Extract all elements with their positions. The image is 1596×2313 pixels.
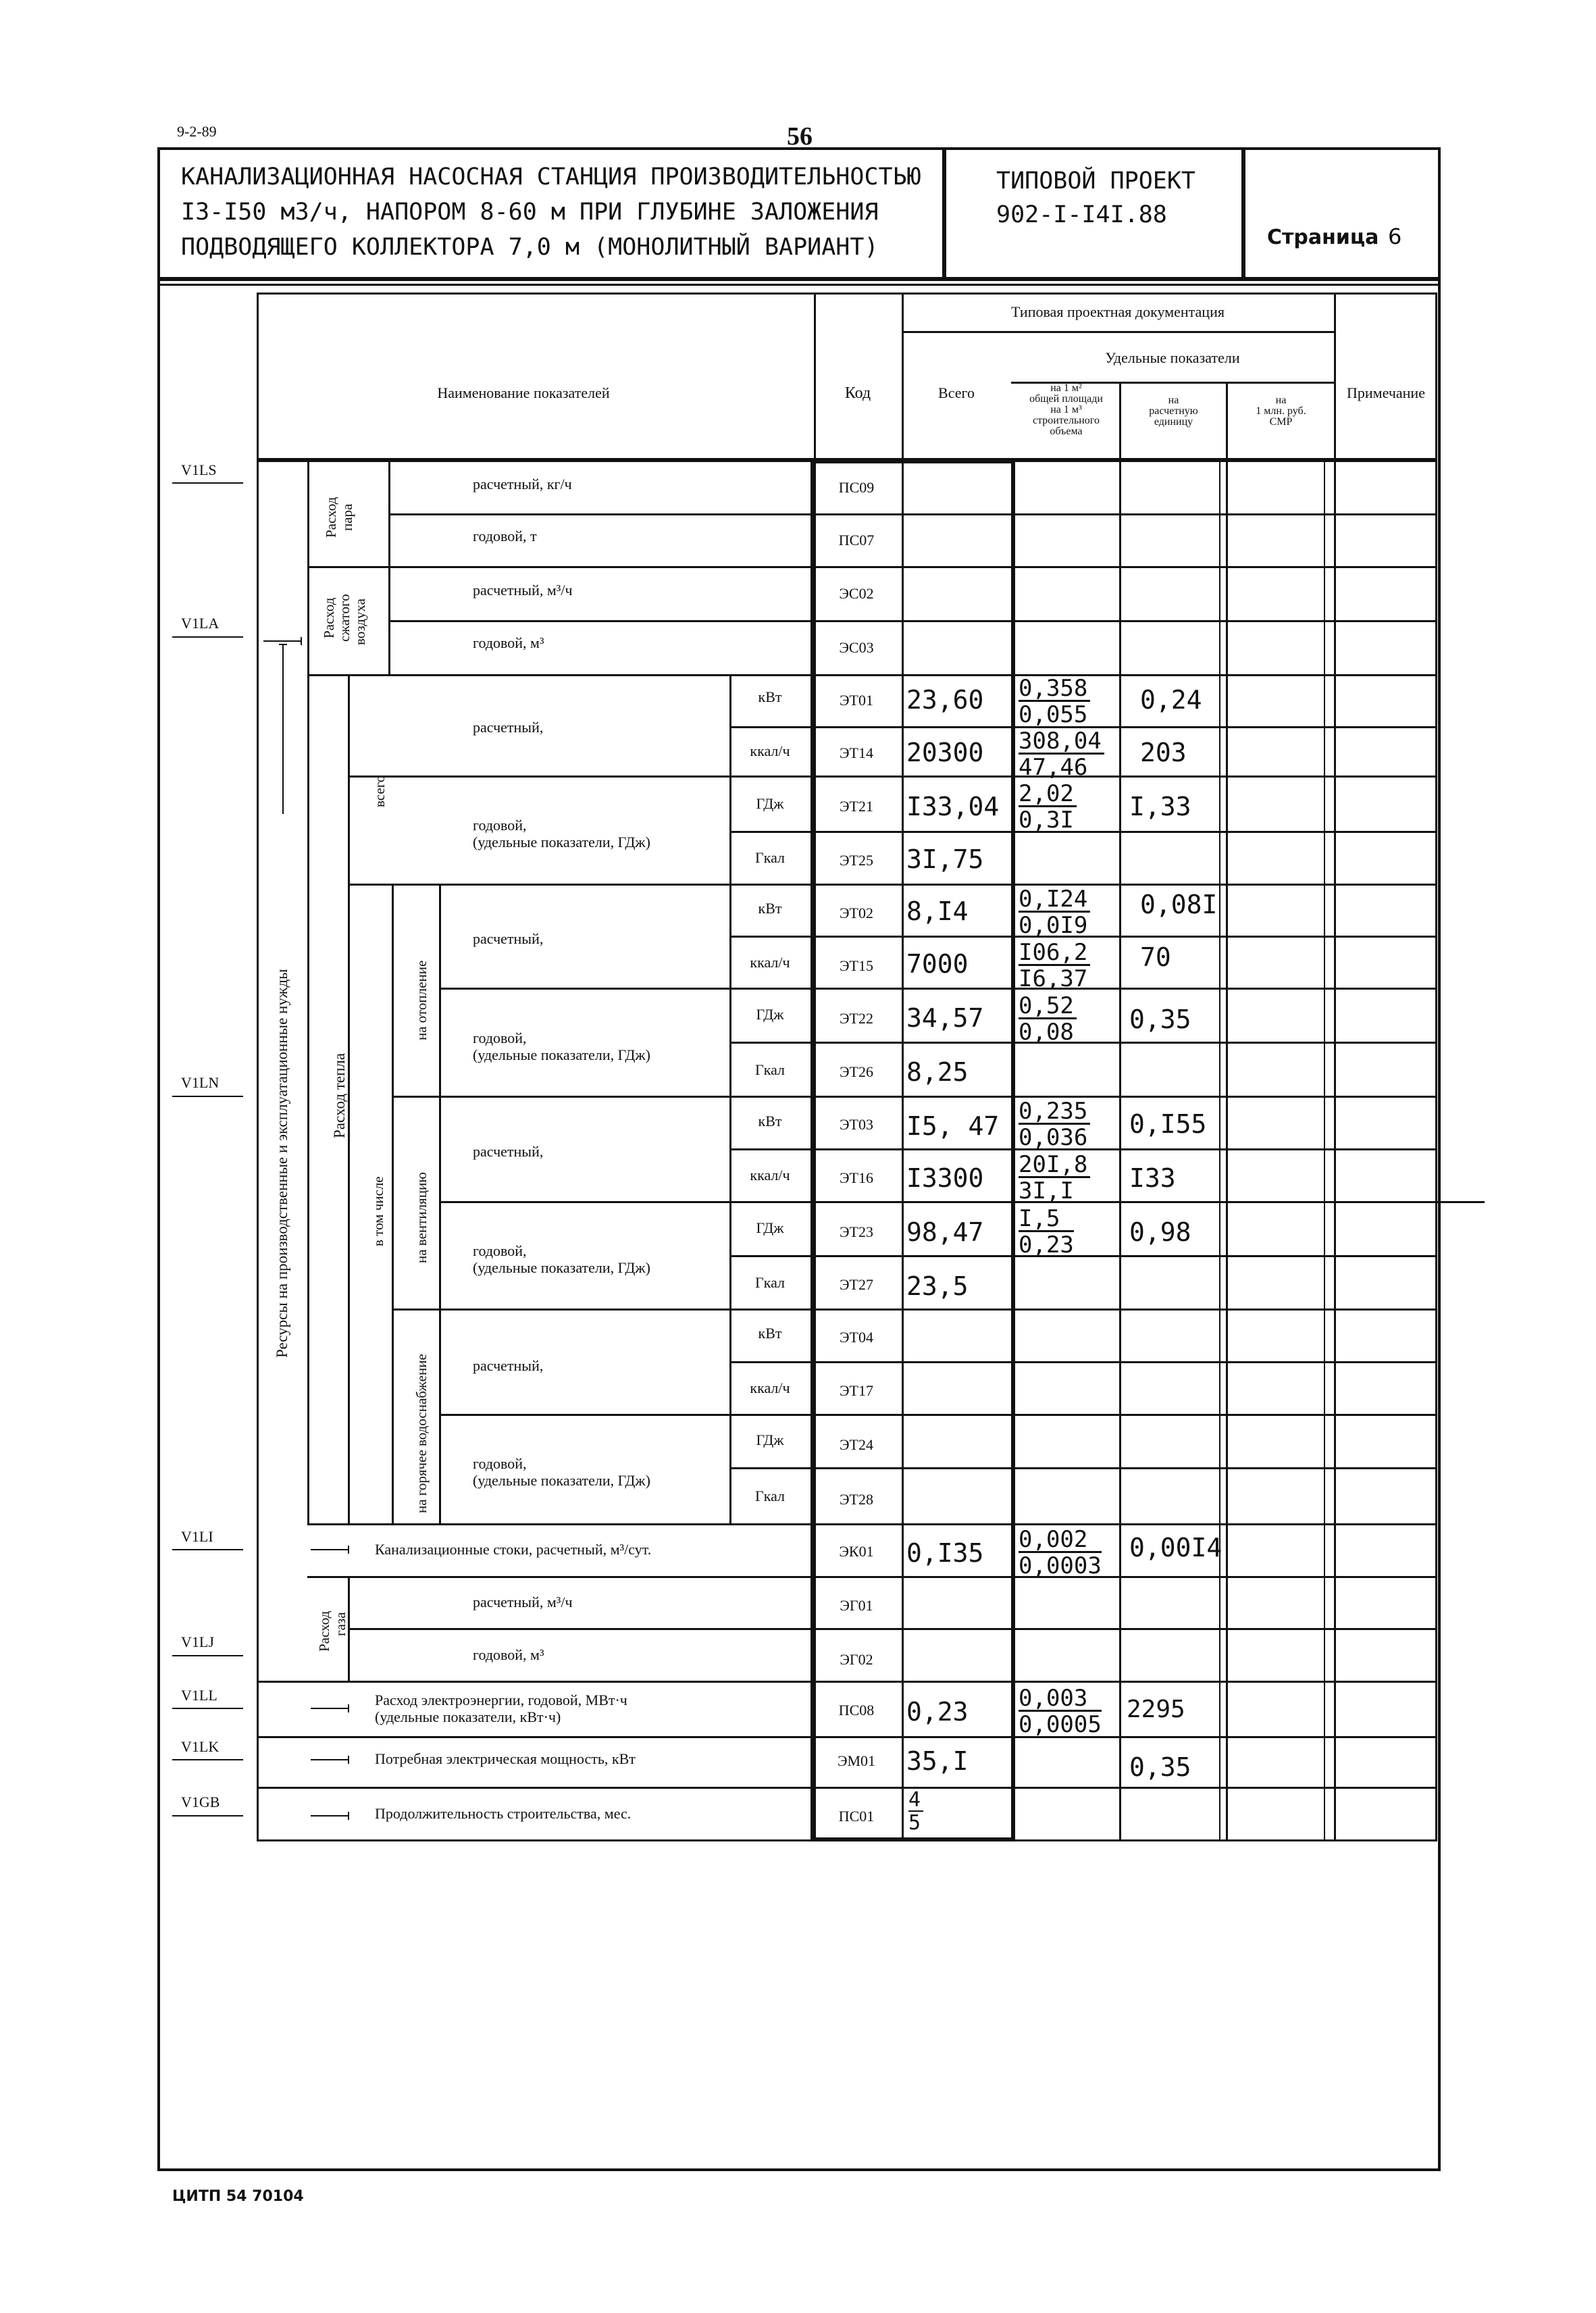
arrow-icon: [311, 1708, 348, 1709]
row-name: расчетный,: [473, 1357, 544, 1374]
row-name: (удельные показатели, ГДж): [473, 1259, 650, 1276]
spec1-fraction: $\frac{0,52}{0,08}$: [1019, 994, 1077, 1044]
margin-code-v1la: V1LA: [181, 615, 220, 632]
gas-label-1: Расход: [316, 1610, 332, 1652]
air-label-2: сжатого: [336, 594, 353, 642]
spec1-fraction: $\frac{I06,2}{I6,37}$: [1019, 941, 1090, 990]
row-name: (удельные показатели, ГДж): [473, 1472, 650, 1489]
row-code: ЭС03: [839, 639, 874, 656]
margin-code-v1lj: V1LJ: [181, 1633, 214, 1650]
page-value: 6: [1388, 224, 1402, 249]
title-line-1: КАНАЛИЗАЦИОННАЯ НАСОСНАЯ СТАНЦИЯ ПРОИЗВОДИТЕЛЬНОСТЬЮ: [181, 163, 921, 190]
row-code: ЭМ01: [837, 1752, 876, 1769]
spec1-fraction: $\frac{0,235}{0,036}$: [1019, 1100, 1090, 1149]
margin-code-v1ll: V1LL: [181, 1687, 217, 1704]
spec1-header: на 1 м² общей площади на 1 м³ строительного объема: [1029, 382, 1103, 437]
row-code: ЭК01: [839, 1543, 874, 1560]
row-name: Продолжительность строительства, мес.: [375, 1805, 632, 1822]
doc-group-header: Типовая проектная документация: [1011, 303, 1225, 320]
row-code: ЭТ17: [840, 1382, 873, 1399]
spec1-fraction: $\frac{308,04}{47,46}$: [1019, 730, 1104, 779]
unit: кВт: [758, 900, 782, 917]
unit: Гкал: [754, 1488, 786, 1504]
air-label-1: Расход: [321, 597, 337, 638]
spec2-value: 0,I55: [1129, 1109, 1207, 1139]
spec1-fraction: $\frac{0,I24}{0,0I9}$: [1019, 888, 1090, 937]
row-name: годовой,: [473, 1030, 527, 1046]
unit: ГДж: [756, 795, 784, 812]
row-name: (удельные показатели, кВт·ч): [375, 1708, 561, 1725]
total-value: I3300: [906, 1163, 984, 1193]
row-name: Канализационные стоки, расчетный, м³/сут.: [375, 1541, 652, 1558]
row-name: годовой, м³: [473, 1646, 544, 1663]
spec2-value: 0,00I4: [1129, 1533, 1222, 1562]
arrow-icon: [263, 640, 301, 642]
hot-water-label: на горячее водоснабжение: [413, 1354, 430, 1513]
unit: ккал/ч: [750, 742, 790, 759]
title-line-3: ПОДВОДЯЩЕГО КОЛЛЕКТОРА 7,0 м (МОНОЛИТНЫЙ ВАРИАНТ): [181, 234, 879, 261]
page-number: 56: [787, 122, 813, 151]
total-value: 0,I35: [906, 1538, 984, 1568]
total-value: 7000: [906, 949, 969, 979]
unit: ГДж: [756, 1219, 784, 1236]
project-label: ТИПОВОЙ ПРОЕКТ: [996, 168, 1196, 195]
spec1-fraction: $\frac{0,003}{0,0005}$: [1019, 1685, 1102, 1738]
unit: ГДж: [756, 1006, 784, 1023]
row-name: годовой, т: [473, 528, 537, 544]
row-code: ЭТ24: [840, 1436, 873, 1453]
row-code: ЭТ27: [840, 1276, 873, 1293]
unit: ккал/ч: [750, 954, 790, 971]
row-code: ЭТ23: [840, 1223, 873, 1240]
ventilation-label: на вентиляцию: [413, 1172, 430, 1263]
name-col-header: Наименование показателей: [437, 384, 610, 401]
unit: Гкал: [754, 1061, 786, 1078]
unit: Гкал: [754, 849, 786, 866]
spec2-value: 0,08I: [1140, 890, 1218, 919]
notes-col-header: Примечание: [1347, 384, 1425, 401]
spec2-value: 0,35: [1129, 1752, 1191, 1782]
row-name: расчетный, м³/ч: [473, 582, 573, 599]
margin-code-v1gb: V1GB: [181, 1794, 220, 1810]
specific-group-header: Удельные показатели: [1105, 349, 1240, 366]
total-col-header: Всего: [938, 384, 975, 401]
row-code: ПС08: [838, 1702, 875, 1719]
spec3-header: на 1 млн. руб. СМР: [1256, 395, 1306, 428]
spec1-fraction: $\frac{2,02}{0,3I}$: [1019, 782, 1077, 832]
margin-code-v1lk: V1LK: [181, 1738, 220, 1755]
spec1-fraction: $\frac{0,002}{0,0003}$: [1019, 1526, 1102, 1579]
margin-code-v1li: V1LI: [181, 1528, 213, 1545]
row-name: годовой,: [473, 1455, 527, 1472]
arrow-icon: [311, 1815, 348, 1816]
duration-fraction: $\frac{4}{5}$: [908, 1790, 923, 1833]
unit: Гкал: [754, 1274, 786, 1291]
heating-label: на отопление: [413, 960, 430, 1040]
margin-code-v1ln: V1LN: [181, 1074, 220, 1091]
spec1-fraction: $\frac{20I,8}{3I,I}$: [1019, 1153, 1090, 1202]
row-name: расчетный, м³/ч: [473, 1594, 573, 1610]
series-label: 9-2-89: [177, 123, 217, 140]
total-value: 23,5: [906, 1271, 969, 1301]
unit: кВт: [758, 1325, 782, 1342]
row-name: расчетный,: [473, 1143, 544, 1160]
spec2-value: 0,24: [1140, 685, 1202, 715]
row-code: ЭС02: [839, 585, 874, 602]
row-code: ПС01: [838, 1808, 875, 1825]
row-code: ЭТ21: [840, 798, 873, 815]
spec2-value: 2295: [1127, 1696, 1185, 1723]
arrow-icon: [311, 1759, 348, 1760]
unit: кВт: [758, 688, 782, 705]
row-code: ЭТ15: [840, 957, 873, 974]
row-name: годовой,: [473, 1242, 527, 1259]
row-code: ЭТ26: [840, 1063, 873, 1080]
unit: ГДж: [756, 1431, 784, 1448]
footer-stamp: ЦИТП 54 70104: [172, 2188, 304, 2205]
total-value: 8,I4: [906, 896, 969, 926]
row-code: ЭТ04: [840, 1329, 873, 1346]
total-value: I33,04: [906, 792, 1000, 821]
row-code: ПС07: [838, 532, 875, 549]
page-label: Страница: [1267, 226, 1379, 249]
total-value: I5, 47: [906, 1111, 1000, 1141]
air-label-3: воздуха: [352, 599, 368, 645]
row-name: годовой,: [473, 817, 527, 834]
unit: ккал/ч: [750, 1167, 790, 1184]
spec2-value: 0,98: [1129, 1217, 1191, 1247]
gas-label-2: газа: [332, 1612, 349, 1636]
total-value: 8,25: [906, 1057, 969, 1087]
row-code: ЭГ02: [840, 1651, 873, 1668]
row-name: расчетный,: [473, 719, 544, 736]
spec1-fraction: $\frac{I,5}{0,23}$: [1019, 1205, 1074, 1259]
row-name: Расход электроэнергии, годовой, МВт·ч: [375, 1692, 627, 1708]
spec2-value: 0,35: [1129, 1005, 1191, 1034]
margin-code-v1ls: V1LS: [181, 461, 217, 478]
row-code: ЭТ16: [840, 1169, 873, 1186]
row-code: ЭТ22: [840, 1010, 873, 1027]
row-code: ПС09: [838, 479, 875, 496]
row-code: ЭГ01: [840, 1597, 873, 1614]
row-name: (удельные показатели, ГДж): [473, 1046, 650, 1063]
total-label: всего: [371, 775, 388, 807]
spec1-fraction: $\frac{0,358}{0,055}$: [1019, 677, 1090, 726]
total-value: 23,60: [906, 685, 984, 715]
spec2-value: 203: [1140, 738, 1187, 767]
row-name: расчетный, кг/ч: [473, 476, 572, 492]
row-name: расчетный,: [473, 930, 544, 947]
total-value: 34,57: [906, 1003, 984, 1033]
row-name: Потребная электрическая мощность, кВт: [375, 1750, 636, 1767]
spec2-header: на расчетную единицу: [1149, 395, 1198, 428]
steam-label-2: пара: [339, 503, 355, 531]
row-name: (удельные показатели, ГДж): [473, 834, 650, 850]
row-code: ЭТ28: [840, 1491, 873, 1508]
heat-label: Расход тепла: [331, 1052, 348, 1138]
total-value: 20300: [906, 738, 984, 767]
total-value: 0,23: [906, 1697, 969, 1727]
project-code: 902-I-I4I.88: [996, 201, 1167, 228]
title-line-2: I3-I50 м3/ч, НАПОРОМ 8-60 м ПРИ ГЛУБИНЕ ЗАЛОЖЕНИЯ: [181, 199, 879, 226]
steam-label-1: Расход: [323, 497, 339, 538]
row-code: ЭТ01: [840, 692, 873, 709]
arrow-icon: [314, 1549, 348, 1550]
code-col-header: Код: [844, 384, 871, 402]
unit: кВт: [758, 1113, 782, 1129]
row-code: ЭТ03: [840, 1116, 873, 1133]
row-name: годовой, м³: [473, 634, 544, 651]
row-code: ЭТ25: [840, 852, 873, 869]
resources-label: Ресурсы на производственные и эксплуатационные нужды: [274, 969, 290, 1358]
row-code: ЭТ02: [840, 905, 873, 921]
unit: ккал/ч: [750, 1379, 790, 1396]
total-value: 3I,75: [906, 844, 984, 874]
including-label: в том числе: [370, 1176, 386, 1246]
row-code: ЭТ14: [840, 744, 873, 761]
resources-arrow-icon: [282, 645, 284, 814]
spec2-value: I,33: [1129, 792, 1191, 821]
total-value: 98,47: [906, 1217, 984, 1247]
total-value: 35,I: [906, 1746, 969, 1776]
spec2-value: I33: [1129, 1163, 1176, 1193]
spec2-value: 70: [1140, 942, 1171, 972]
